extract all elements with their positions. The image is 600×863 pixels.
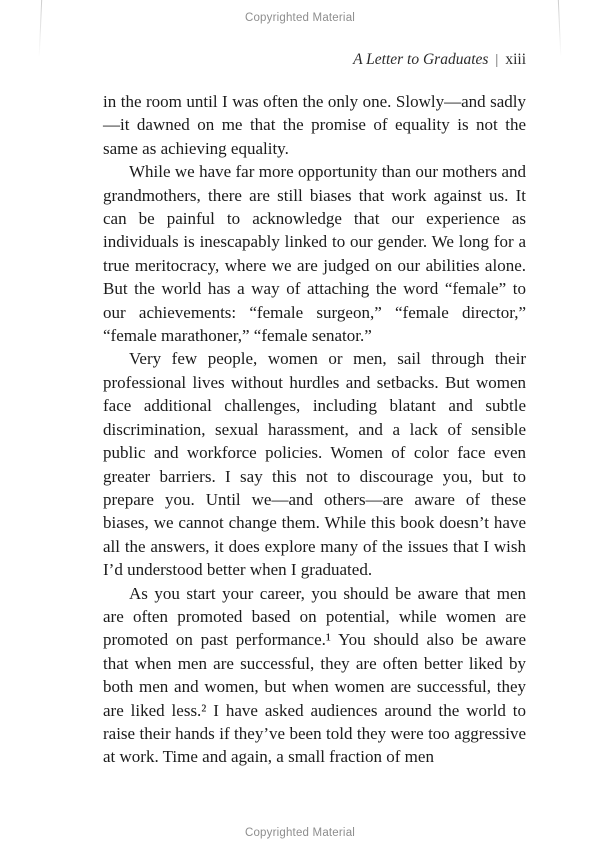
- page-number: xiii: [505, 51, 526, 68]
- paragraph: As you start your career, you should be aware that men are often promoted based on potential, while women are promoted on past performance.¹ You should also be aware that when men are successful, they are often better liked by both men and women, but when women are successful, they are liked less.² I have asked audiences around the world to raise their hands if they’ve been told they were too aggressive at work. Time and again, a small fraction of men: [103, 583, 526, 767]
- running-header: [103, 51, 526, 69]
- body-text: [103, 90, 526, 769]
- page-edge-right: [558, 0, 562, 57]
- chapter-title: A Letter to Graduates: [353, 51, 489, 68]
- header-separator: |: [495, 52, 499, 68]
- copyright-notice-bottom: Copyrighted Material: [244, 827, 356, 839]
- paragraph: Very few people, women or men, sail through their professional lives without hurdles and setbacks. But women face additional challenges, including blatant and subtle discrimination, sexual harassment, and a lack of sensible public and workforce policies. Women of color face even greater barriers. I say this not to discourage you, but to prepare you. Until we—and others—are aware of these biases, we cannot change them. While this book doesn’t have all the answers, it does explore many of the issues that I wish I’d understood better when I graduated.: [103, 349, 526, 580]
- copyright-notice-top: Copyrighted Material: [244, 12, 356, 24]
- page-edge-left: [39, 0, 43, 57]
- paragraph: While we have far more opportunity than our mothers and grandmothers, there are still biases that work against us. It can be painful to acknowledge that our experience as individuals is inescapably linked to our gender. We long for a true meritocracy, where we are judged on our abilities alone. But the world has a way of attaching the word “female” to our achievements: “female surgeon,” “female director,” “female marathoner,” “female senator.”: [103, 162, 526, 346]
- paragraph: in the room until I was often the only one. Slowly—and sadly—it dawned on me that the promise of equality is not the same as achieving equality.: [103, 92, 526, 158]
